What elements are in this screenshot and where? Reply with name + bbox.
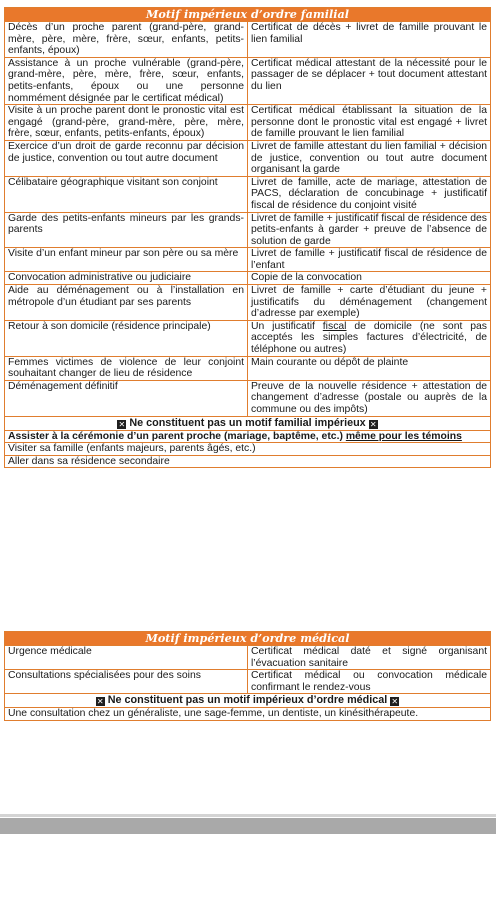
divider-light <box>0 814 496 817</box>
exclusion-item: Visiter sa famille (enfants majeurs, parents âgés, etc.) <box>5 443 491 456</box>
row-right-cell: Preuve de la nouvelle résidence + attestation de changement d’adresse (postale ou auprès de la commune ou des impôts) <box>248 380 491 416</box>
exclusion-item: Une consultation chez un généraliste, une sage-femme, un dentiste, un kinésithérapeute. <box>5 708 491 721</box>
table-row <box>5 140 491 176</box>
exclusion-header <box>5 694 491 708</box>
row-right-cell <box>248 320 491 356</box>
exclusion-title: Ne constituent pas un motif impérieux d’ordre médical <box>107 694 388 707</box>
exclusion-title: Ne constituent pas un motif familial impérieux <box>129 416 366 429</box>
table-row <box>5 380 491 416</box>
familial-table <box>4 7 491 468</box>
medical-table <box>4 631 491 721</box>
exclusion-item: Aller dans sa résidence secondaire <box>5 455 491 468</box>
row-right-cell: Livret de famille + carte d’étudiant du jeune + justificatifs du déménagement (changement d’adresse par exemple) <box>248 285 491 321</box>
exclusion-header-row <box>5 694 491 708</box>
row-right-cell: Main courante ou dépôt de plainte <box>248 356 491 380</box>
row-left-cell: Déménagement définitif <box>5 380 248 416</box>
row-right-cell: Livret de famille, acte de mariage, attestation de PACS, déclaration de concubinage + justificatif fiscal de résidence du conjoint visité <box>248 176 491 212</box>
row-right-cell: Certificat médical ou convocation médicale confirmant le rendez-vous <box>248 670 491 694</box>
table-row <box>5 320 491 356</box>
row-left-cell: Exercice d’un droit de garde reconnu par décision de justice, convention ou tout autre document <box>5 140 248 176</box>
table-row <box>5 708 491 721</box>
table-row <box>5 646 491 670</box>
row-left-cell: Décès d’un proche parent (grand-père, grand-mère, père, mère, frère, sœur, enfants, petits-enfants, époux) <box>5 22 248 58</box>
medical-title: Motif impérieux d’ordre médical <box>5 632 491 646</box>
table-row <box>5 455 491 468</box>
exclusion-item-text: Assister à la cérémonie d’un parent proche (mariage, baptême, etc.) <box>8 430 346 442</box>
row-right-cell: Certificat médical établissant la situation de la personne dont le pronostic vital est engagé + livret de famille prouvant le lien familial <box>248 105 491 141</box>
row-right-cell: Certificat de décès + livret de famille prouvant le lien familial <box>248 22 491 58</box>
row-right-cell: Livret de famille + justificatif fiscal de résidence des petits-enfants à garder + preuve de l’absence de solution de garde <box>248 212 491 248</box>
fiscal-underlined: fiscal <box>322 320 347 332</box>
row-right-cell: Copie de la convocation <box>248 272 491 285</box>
row-left-cell: Visite d’un enfant mineur par son père ou sa mère <box>5 248 248 272</box>
row-right-cell: Certificat médical daté et signé organisant l’évacuation sanitaire <box>248 646 491 670</box>
row-left-cell: Urgence médicale <box>5 646 248 670</box>
table-row <box>5 22 491 58</box>
checkbox-x-icon: ✕ <box>391 697 399 707</box>
row-left-cell: Femmes victimes de violence de leur conjoint souhaitant changer de lieu de résidence <box>5 356 248 380</box>
checkbox-x-icon: ✕ <box>118 419 126 429</box>
table-row <box>5 212 491 248</box>
table-row <box>5 176 491 212</box>
row-left-cell: Assistance à un proche vulnérable (grand-père, grand-mère, père, mère, frère, sœur, enfants, petits-enfants, époux ou une personne nommément désignée par le certificat médical) <box>5 57 248 104</box>
familial-title: Motif impérieux d’ordre familial <box>5 8 491 22</box>
exclusion-header <box>5 416 491 430</box>
table-row <box>5 356 491 380</box>
right-text-start: Un justificatif <box>251 320 323 332</box>
row-left-cell: Aide au déménagement ou à l’installation en métropole d’un étudiant par ses parents <box>5 285 248 321</box>
exclusion-item-underlined: même pour les témoins <box>345 430 462 442</box>
exclusion-item <box>5 430 491 443</box>
table-row <box>5 285 491 321</box>
table-row <box>5 248 491 272</box>
table-row <box>5 430 491 443</box>
row-left-cell: Célibataire géographique visitant son conjoint <box>5 176 248 212</box>
row-left-cell: Garde des petits-enfants mineurs par les grands-parents <box>5 212 248 248</box>
row-left-cell: Retour à son domicile (résidence principale) <box>5 320 248 356</box>
row-right-cell: Certificat médical attestant de la nécessité pour le passager de se déplacer + tout document attestant du lien <box>248 57 491 104</box>
table-row <box>5 105 491 141</box>
row-right-cell: Livret de famille + justificatif fiscal de résidence de l’enfant <box>248 248 491 272</box>
row-left-cell: Consultations spécialisées pour des soins <box>5 670 248 694</box>
checkbox-x-icon: ✕ <box>96 697 104 707</box>
table-row <box>5 272 491 285</box>
row-right-cell: Livret de famille attestant du lien familial + décision de justice, convention ou tout autre document organisant la garde <box>248 140 491 176</box>
table-row <box>5 670 491 694</box>
checkbox-x-icon: ✕ <box>369 419 377 429</box>
right-text-end: de domicile (ne sont pas acceptés les simples factures d’électricité, de téléphone ou autres) <box>251 320 487 356</box>
table-row <box>5 57 491 104</box>
divider-bar <box>0 818 496 834</box>
exclusion-header-row <box>5 416 491 430</box>
table-row <box>5 443 491 456</box>
row-left-cell: Visite à un proche parent dont le pronostic vital est engagé (grand-père, grand-mère, père, mère, frère, sœur, enfants, petits-enfants, époux) <box>5 105 248 141</box>
row-left-cell: Convocation administrative ou judiciaire <box>5 272 248 285</box>
